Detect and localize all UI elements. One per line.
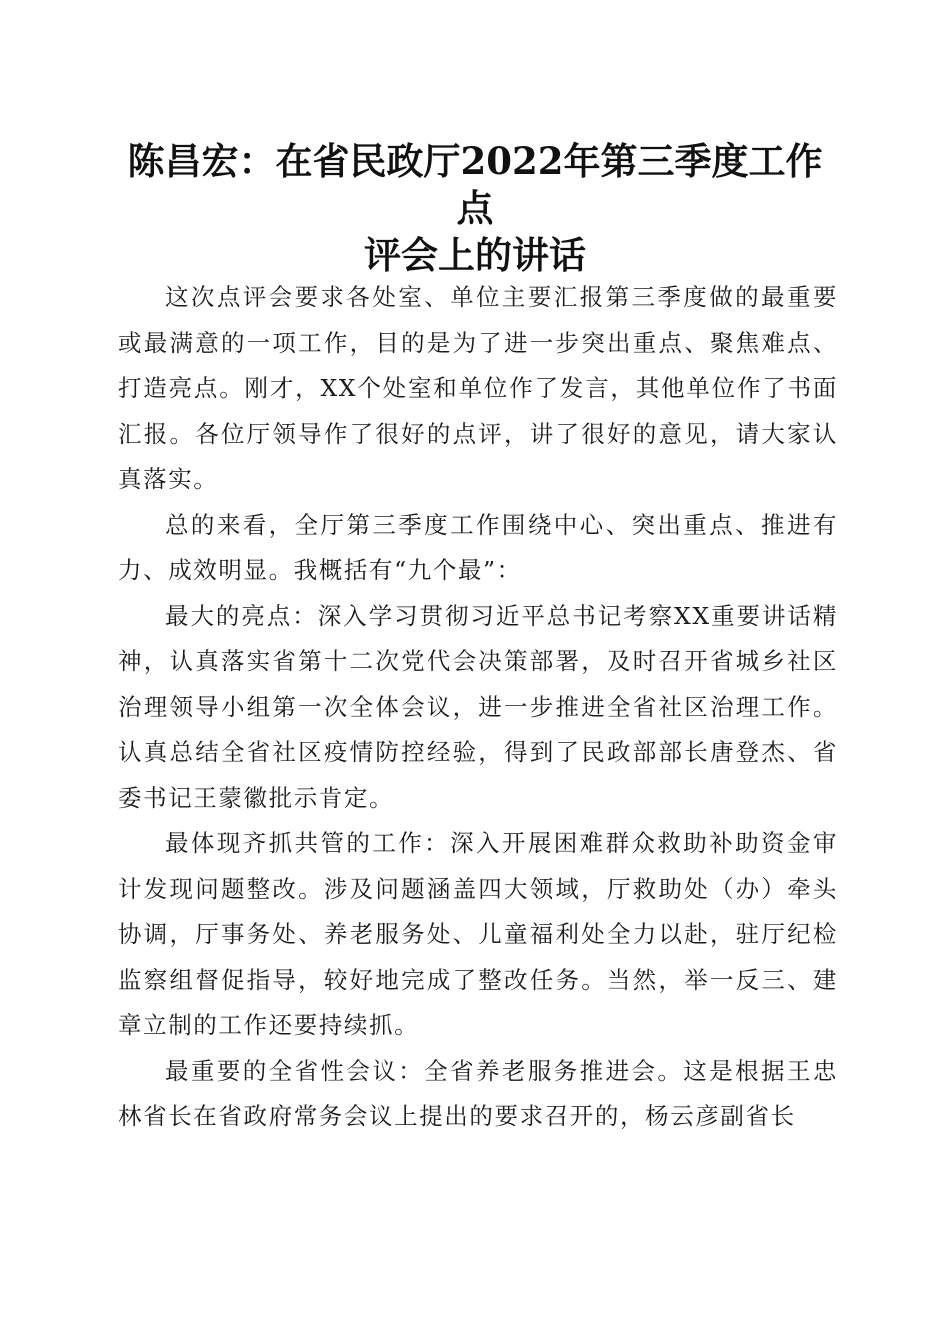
paragraph-5: 最重要的全省性会议：全省养老服务推进会。这是根据王忠林省长在省政府常务会议上提出的要求召开的，杨云彦副省长 (118, 1056, 838, 1130)
document-title (110, 138, 840, 279)
paragraph-4: 最体现齐抓共管的工作：深入开展困难群众救助补助资金审计发现问题整改。涉及问题涵盖四大领域，厅救助处（办）牵头协调，厅事务处、养老服务处、儿童福利处全力以赴，驻厅纪检监察组督促指导，较好地完成了整改任务。当然，举一反三、建章立制的工作还要持续抓。 (118, 829, 838, 1039)
paragraph-3: 最大的亮点：深入学习贯彻习近平总书记考察XX重要讲话精神，认真落实省第十二次党代会决策部署，及时召开省城乡社区治理领导小组第一次全体会议，进一步推进全省社区治理工作。认真总结全省社区疫情防控经验，得到了民政部部长唐登杰、省委书记王蒙徽批示肯定。 (118, 601, 838, 812)
paragraph-1: 这次点评会要求各处室、单位主要汇报第三季度做的最重要或最满意的一项工作，目的是为了进一步突出重点、聚焦难点、打造亮点。刚才，XX个处室和单位作了发言，其他单位作了书面汇报。各位厅领导作了很好的点评，讲了很好的意见，请大家认真落实。 (118, 283, 838, 493)
document-body (118, 275, 838, 1140)
title-line-2: 评会上的讲话 (364, 233, 586, 277)
paragraph-2: 总的来看，全厅第三季度工作围绕中心、突出重点、推进有力、成效明显。我概括有“九个最”： (118, 510, 838, 584)
title-line-1: 陈昌宏：在省民政厅2022年第三季度工作点 (127, 139, 823, 230)
